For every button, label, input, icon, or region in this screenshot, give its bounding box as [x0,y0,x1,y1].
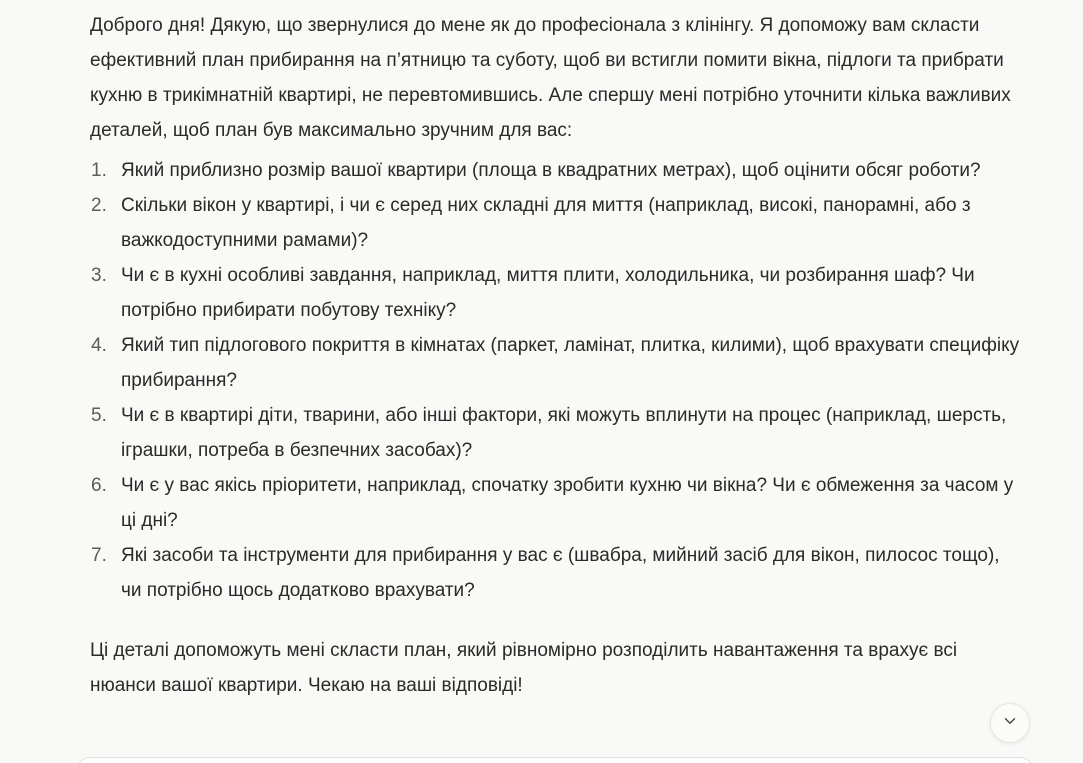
list-item [90,538,1020,608]
list-item-text: Скільки вікон у квартирі, і чи є серед них складні для миття (наприклад, високі, панорамні, або з важкодоступними рамами)? [121,195,971,251]
message-composer[interactable] [76,757,1034,763]
assistant-message [90,8,1020,703]
scroll-down-button[interactable] [990,703,1030,743]
chevron-down-icon [1001,712,1019,735]
list-item-number: 6. [91,475,107,496]
list-item-text: Чи є у вас якісь пріоритети, наприклад, спочатку зробити кухню чи вікна? Чи є обмеження за часом у ці дні? [121,475,1014,531]
list-item-text: Які засоби та інструменти для прибирання у вас є (швабра, мийний засіб для вікон, пилосос тощо), чи потрібно щось додатково врахувати? [121,545,1000,601]
list-item [90,398,1020,468]
list-item-number: 2. [91,195,107,216]
message-intro: Доброго дня! Дякую, що звернулися до мене як до професіонала з клінінгу. Я допоможу вам скласти ефективний план прибирання на п’ятницю та суботу, щоб ви встигли помити вікна, підлоги та прибрати кухню в трикімнатній квартирі, не перевтомившись. Але спершу мені потрібно уточнити кілька важливих деталей, щоб план був максимально зручним для вас: [90,15,1011,141]
list-item [90,328,1020,398]
question-list [90,153,1020,608]
list-item [90,153,1020,188]
message-outro: Ці деталі допоможуть мені скласти план, який рівномірно розподілить навантаження та врахує всі нюанси вашої квартири. Чекаю на ваші відповіді! [90,640,958,696]
list-item-number: 5. [91,405,107,426]
list-item-number: 1. [91,160,107,181]
list-item-number: 4. [91,335,107,356]
list-item [90,258,1020,328]
list-item-number: 7. [91,545,107,566]
list-item-text: Який тип підлогового покриття в кімнатах (паркет, ламінат, плитка, килими), щоб врахувати специфіку прибирання? [121,335,1020,391]
list-item-text: Який приблизно розмір вашої квартири (площа в квадратних метрах), щоб оцінити обсяг роботи? [121,160,981,181]
list-item-text: Чи є в квартирі діти, тварини, або інші фактори, які можуть вплинути на процес (наприклад, шерсть, іграшки, потреба в безпечних засобах)? [121,405,1007,461]
list-item [90,468,1020,538]
list-item [90,188,1020,258]
list-item-number: 3. [91,265,107,286]
list-item-text: Чи є в кухні особливі завдання, наприклад, миття плити, холодильника, чи розбирання шаф? Чи потрібно прибирати побутову техніку? [121,265,975,321]
